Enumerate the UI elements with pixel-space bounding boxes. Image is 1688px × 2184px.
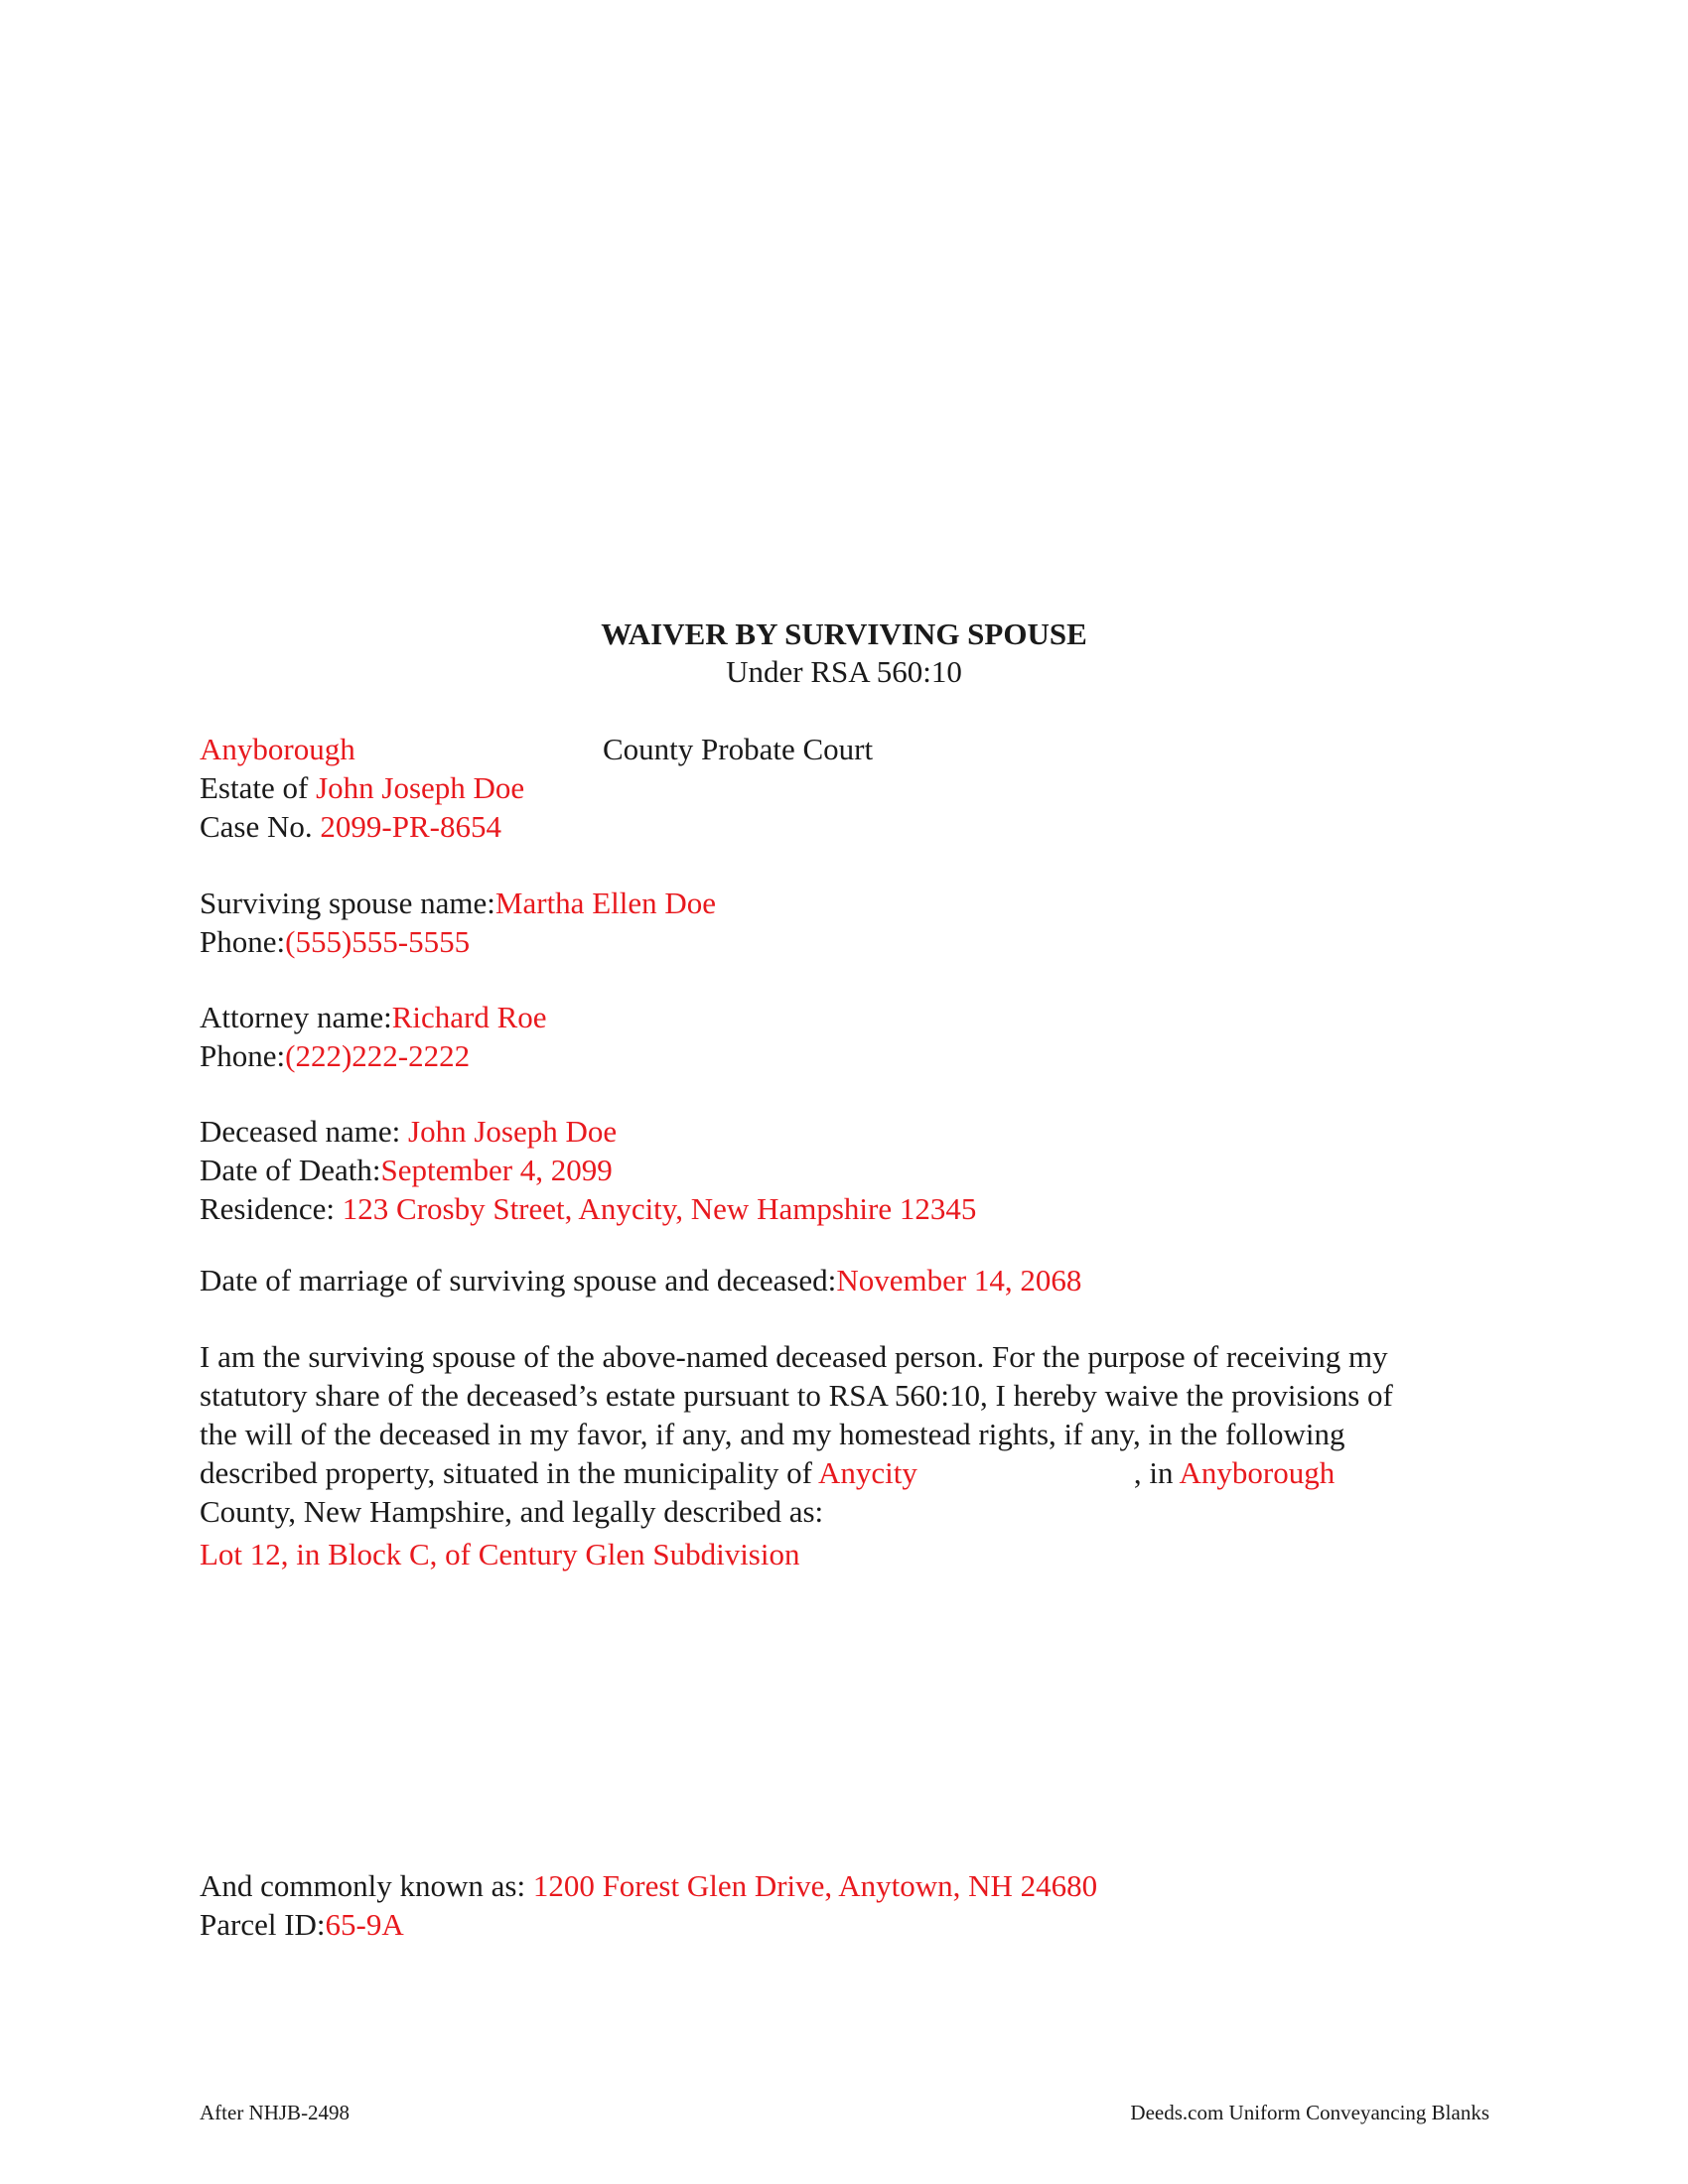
death-date: September 4, 2099 bbox=[380, 1153, 613, 1187]
attorney-phone-line bbox=[200, 1036, 470, 1075]
commonly-known-label: And commonly known as: bbox=[200, 1868, 533, 1903]
deceased-name: John Joseph Doe bbox=[408, 1114, 618, 1149]
statement-line-3: the will of the deceased in my favor, if any, and my homestead rights, if any, in the following bbox=[200, 1417, 1345, 1451]
death-date-line bbox=[200, 1151, 613, 1189]
statement-line-4 bbox=[200, 1453, 1500, 1492]
residence: 123 Crosby Street, Anycity, New Hampshire 12345 bbox=[342, 1191, 977, 1226]
death-date-label: Date of Death: bbox=[200, 1153, 381, 1187]
deceased-name-line bbox=[200, 1112, 617, 1151]
document-subtitle: Under RSA 560:10 bbox=[726, 654, 962, 689]
court-label: County Probate Court bbox=[603, 732, 874, 766]
footer-publisher: Deeds.com Uniform Conveyancing Blanks bbox=[1130, 2101, 1489, 2124]
attorney-name-label: Attorney name: bbox=[200, 1000, 392, 1034]
statement-line-1: I am the surviving spouse of the above-named deceased person. For the purpose of receiving my bbox=[200, 1339, 1388, 1374]
municipality: Anycity bbox=[818, 1455, 917, 1490]
statement-line-4-prefix: described property, situated in the municipality of bbox=[200, 1455, 818, 1490]
estate-name: John Joseph Doe bbox=[316, 770, 525, 805]
attorney-phone-label: Phone: bbox=[200, 1038, 286, 1073]
spouse-phone: (555)555-5555 bbox=[285, 924, 471, 959]
legal-description: Lot 12, in Block C, of Century Glen Subdivision bbox=[200, 1537, 800, 1571]
document-title: WAIVER BY SURVIVING SPOUSE bbox=[601, 616, 1087, 651]
marriage-label: Date of marriage of surviving spouse and deceased: bbox=[200, 1263, 837, 1297]
statement-line-2: statutory share of the deceased’s estate pursuant to RSA 560:10, I hereby waive the provisions of bbox=[200, 1378, 1393, 1413]
parcel-label: Parcel ID: bbox=[200, 1907, 326, 1942]
spouse-name-line bbox=[200, 884, 716, 922]
spouse-phone-label: Phone: bbox=[200, 924, 286, 959]
commonly-known-line bbox=[200, 1866, 1097, 1905]
property-address: 1200 Forest Glen Drive, Anytown, NH 24680 bbox=[532, 1868, 1098, 1903]
parcel-line bbox=[200, 1905, 404, 1944]
case-line bbox=[200, 807, 501, 846]
court-county-line bbox=[200, 730, 355, 768]
estate-line bbox=[200, 768, 524, 807]
residence-label: Residence: bbox=[200, 1191, 343, 1226]
spouse-name: Martha Ellen Doe bbox=[494, 886, 717, 920]
court-county: Anyborough bbox=[200, 732, 355, 766]
attorney-phone: (222)222-2222 bbox=[285, 1038, 471, 1073]
parcel-id: 65-9A bbox=[325, 1907, 404, 1942]
statement-line-4-mid: , in bbox=[1133, 1455, 1180, 1490]
residence-line bbox=[200, 1189, 976, 1228]
deceased-name-label: Deceased name: bbox=[200, 1114, 408, 1149]
attorney-name-line bbox=[200, 998, 547, 1036]
attorney-name: Richard Roe bbox=[391, 1000, 547, 1034]
spouse-name-label: Surviving spouse name: bbox=[200, 886, 495, 920]
waiver-statement bbox=[200, 1337, 1500, 1573]
case-label: Case No. bbox=[200, 809, 321, 844]
footer-form-reference: After NHJB-2498 bbox=[200, 2101, 351, 2124]
estate-label: Estate of bbox=[200, 770, 317, 805]
spouse-phone-line bbox=[200, 922, 470, 961]
statement-line-5: County, New Hampshire, and legally described as: bbox=[200, 1494, 824, 1529]
statement-county: Anyborough bbox=[1179, 1455, 1336, 1490]
case-number: 2099-PR-8654 bbox=[320, 809, 501, 844]
marriage-line bbox=[200, 1261, 1081, 1299]
marriage-date: November 14, 2068 bbox=[836, 1263, 1082, 1297]
